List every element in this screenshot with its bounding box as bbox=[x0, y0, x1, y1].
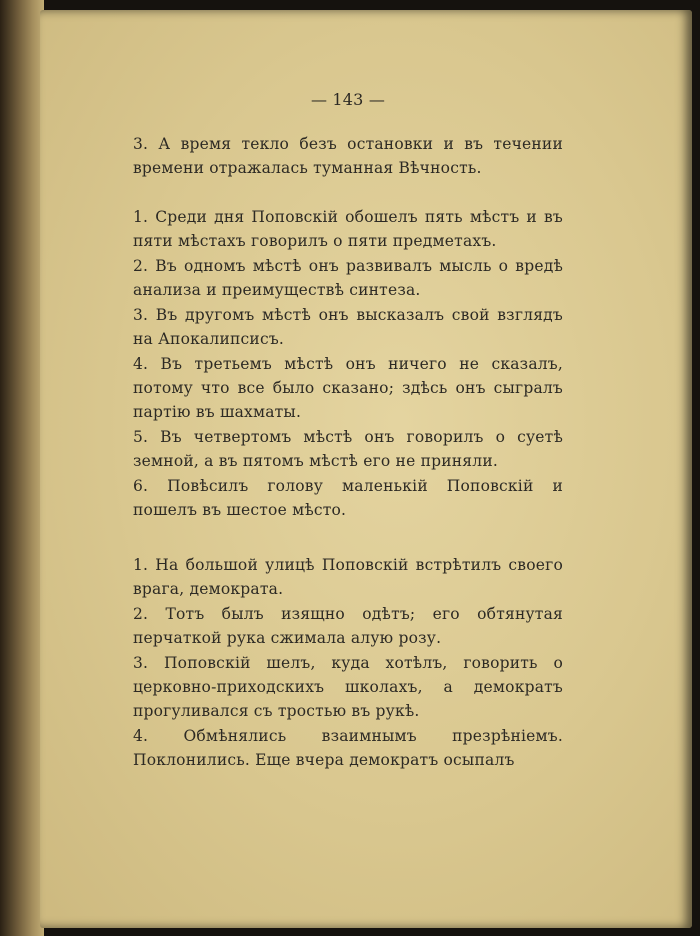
paragraph: 1. Среди дня Поповскій обошелъ пять мѣстъ и въ пяти мѣстахъ говорилъ о пяти предметахъ. bbox=[133, 208, 563, 250]
page-text bbox=[133, 88, 563, 773]
paragraph: 3. Поповскій шелъ, куда хотѣлъ, говорить о церковно-приходскихъ школахъ, а демократъ прогуливался съ тростью въ рукѣ. bbox=[133, 654, 563, 720]
paragraph: 1. На большой улицѣ Поповскій встрѣтилъ своего врага, демократа. bbox=[133, 556, 563, 598]
book-spine bbox=[0, 0, 44, 936]
paragraph: 3. Въ другомъ мѣстѣ онъ высказалъ свой взглядъ на Апокалипсисъ. bbox=[133, 306, 563, 348]
paragraph: 5. Въ четвертомъ мѣстѣ онъ говорилъ о суетѣ земной, а въ пятомъ мѣстѣ его не приняли. bbox=[133, 428, 563, 470]
paragraph: 2. Тотъ былъ изящно одѣтъ; его обтянутая перчаткой рука сжимала алую розу. bbox=[133, 605, 563, 647]
page-number: — 143 — bbox=[310, 90, 386, 109]
section-gap bbox=[133, 523, 563, 553]
paragraph-intro: 3. А время текло безъ остановки и въ течении времени отражалась туманная Вѣчность. bbox=[133, 135, 563, 177]
paragraph: 4. Обмѣнялись взаимнымъ презрѣніемъ. Поклонились. Еще вчера демократъ осыпалъ bbox=[133, 727, 563, 769]
paragraph: 2. Въ одномъ мѣстѣ онъ развивалъ мысль о вредѣ анализа и преимуществѣ синтеза. bbox=[133, 257, 563, 299]
section-gap bbox=[133, 181, 563, 205]
paragraph: 6. Повѣсилъ голову маленькій Поповскій и пошелъ въ шестое мѣсто. bbox=[133, 477, 563, 519]
paragraph: 4. Въ третьемъ мѣстѣ онъ ничего не сказалъ, потому что все было сказано; здѣсь онъ сыгралъ партію въ шахматы. bbox=[133, 355, 563, 421]
